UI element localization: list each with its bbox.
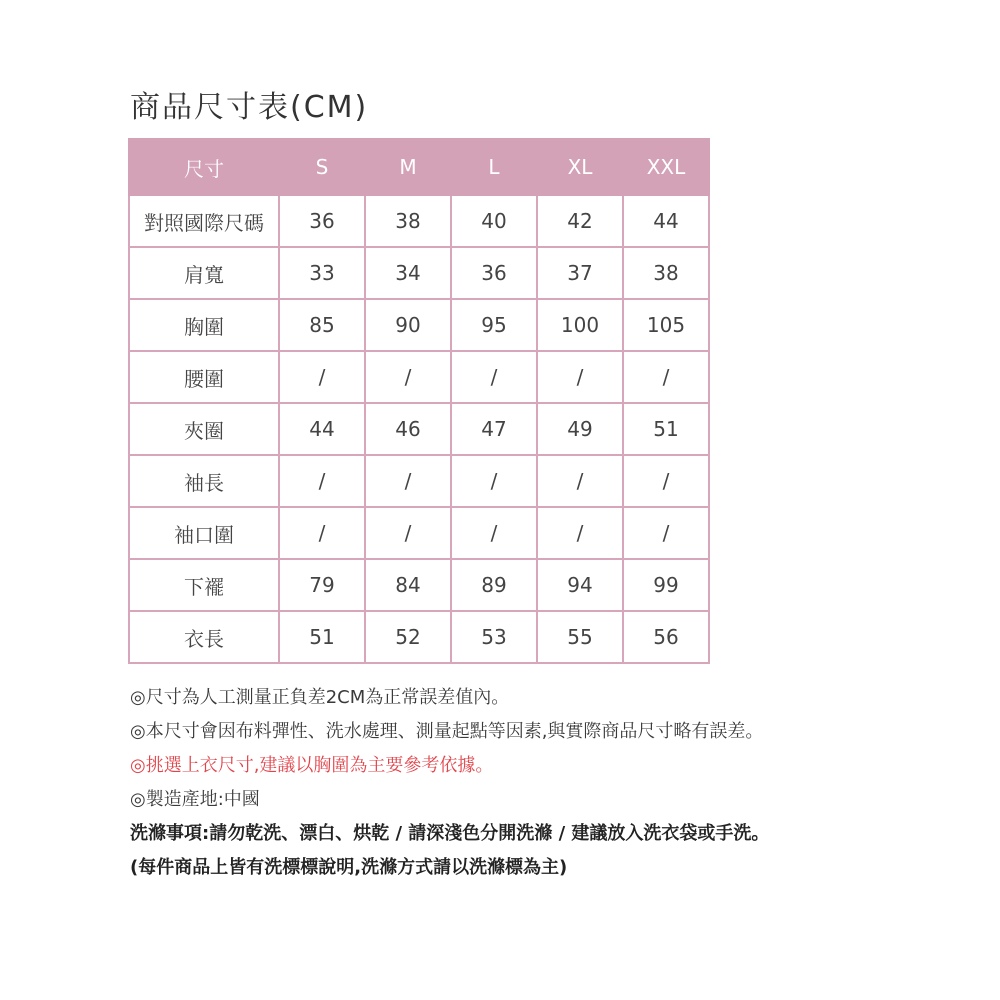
notes-section <box>130 686 990 890</box>
table-cell: 79 <box>279 559 365 611</box>
note-washing-instructions: 洗滌事項:請勿乾洗、漂白、烘乾 / 請深淺色分開洗滌 / 建議放入洗衣袋或手洗。 <box>130 823 770 844</box>
table-cell: / <box>537 507 623 559</box>
table-cell: / <box>537 351 623 403</box>
table-cell: 85 <box>279 299 365 351</box>
table-cell: 36 <box>451 247 537 299</box>
table-cell: 37 <box>537 247 623 299</box>
table-cell: 99 <box>623 559 709 611</box>
table-cell: 44 <box>279 403 365 455</box>
row-label: 衣長 <box>129 611 279 663</box>
table-cell: 38 <box>623 247 709 299</box>
header-size-l: L <box>451 139 537 195</box>
table-header-row <box>129 139 709 195</box>
table-cell: 100 <box>537 299 623 351</box>
header-size-xl: XL <box>537 139 623 195</box>
table-cell: 46 <box>365 403 451 455</box>
table-cell: 105 <box>623 299 709 351</box>
row-label: 肩寬 <box>129 247 279 299</box>
note-origin: ◎製造產地:中國 <box>130 789 260 810</box>
table-cell: 44 <box>623 195 709 247</box>
note-measurement-tolerance: ◎尺寸為人工測量正負差2CM為正常誤差值內。 <box>130 687 510 708</box>
row-label: 對照國際尺碼 <box>129 195 279 247</box>
table-cell: 40 <box>451 195 537 247</box>
table-cell: / <box>279 455 365 507</box>
table-cell: / <box>279 507 365 559</box>
table-cell: 51 <box>279 611 365 663</box>
table-row <box>129 247 709 299</box>
table-cell: 84 <box>365 559 451 611</box>
table-cell: 36 <box>279 195 365 247</box>
table-cell: / <box>365 455 451 507</box>
header-size-s: S <box>279 139 365 195</box>
table-cell: / <box>451 507 537 559</box>
table-cell: / <box>537 455 623 507</box>
table-row <box>129 507 709 559</box>
table-cell: 34 <box>365 247 451 299</box>
size-chart-table <box>128 138 710 664</box>
note-size-selection: ◎挑選上衣尺寸,建議以胸圍為主要參考依據。 <box>130 755 494 776</box>
row-label: 夾圈 <box>129 403 279 455</box>
note-fabric-variance: ◎本尺寸會因布料彈性、洗水處理、測量起點等因素,與實際商品尺寸略有誤差。 <box>130 721 764 742</box>
table-cell: / <box>623 455 709 507</box>
table-cell: 42 <box>537 195 623 247</box>
row-label: 袖口圍 <box>129 507 279 559</box>
table-cell: / <box>365 351 451 403</box>
table-cell: / <box>623 351 709 403</box>
row-label: 腰圍 <box>129 351 279 403</box>
table-cell: 55 <box>537 611 623 663</box>
header-size-xxl: XXL <box>623 139 709 195</box>
table-cell: / <box>279 351 365 403</box>
table-row <box>129 351 709 403</box>
row-label: 胸圍 <box>129 299 279 351</box>
table-cell: 47 <box>451 403 537 455</box>
table-cell: 53 <box>451 611 537 663</box>
table-cell: 56 <box>623 611 709 663</box>
row-label: 下襬 <box>129 559 279 611</box>
table-row <box>129 403 709 455</box>
table-row <box>129 195 709 247</box>
header-size-m: M <box>365 139 451 195</box>
table-row <box>129 559 709 611</box>
table-cell: 95 <box>451 299 537 351</box>
table-cell: / <box>451 351 537 403</box>
table-cell: 90 <box>365 299 451 351</box>
table-cell: 89 <box>451 559 537 611</box>
table-cell: 49 <box>537 403 623 455</box>
row-label: 袖長 <box>129 455 279 507</box>
table-row <box>129 611 709 663</box>
header-size-label: 尺寸 <box>129 139 279 195</box>
page-title: 商品尺寸表(CM) <box>130 90 369 125</box>
note-wash-label: (每件商品上皆有洗標標說明,洗滌方式請以洗滌標為主) <box>130 857 568 878</box>
table-cell: / <box>451 455 537 507</box>
table-row <box>129 299 709 351</box>
table-cell: 52 <box>365 611 451 663</box>
table-cell: 94 <box>537 559 623 611</box>
table-cell: / <box>623 507 709 559</box>
table-cell: 51 <box>623 403 709 455</box>
table-cell: 33 <box>279 247 365 299</box>
table-row <box>129 455 709 507</box>
table-cell: / <box>365 507 451 559</box>
table-cell: 38 <box>365 195 451 247</box>
